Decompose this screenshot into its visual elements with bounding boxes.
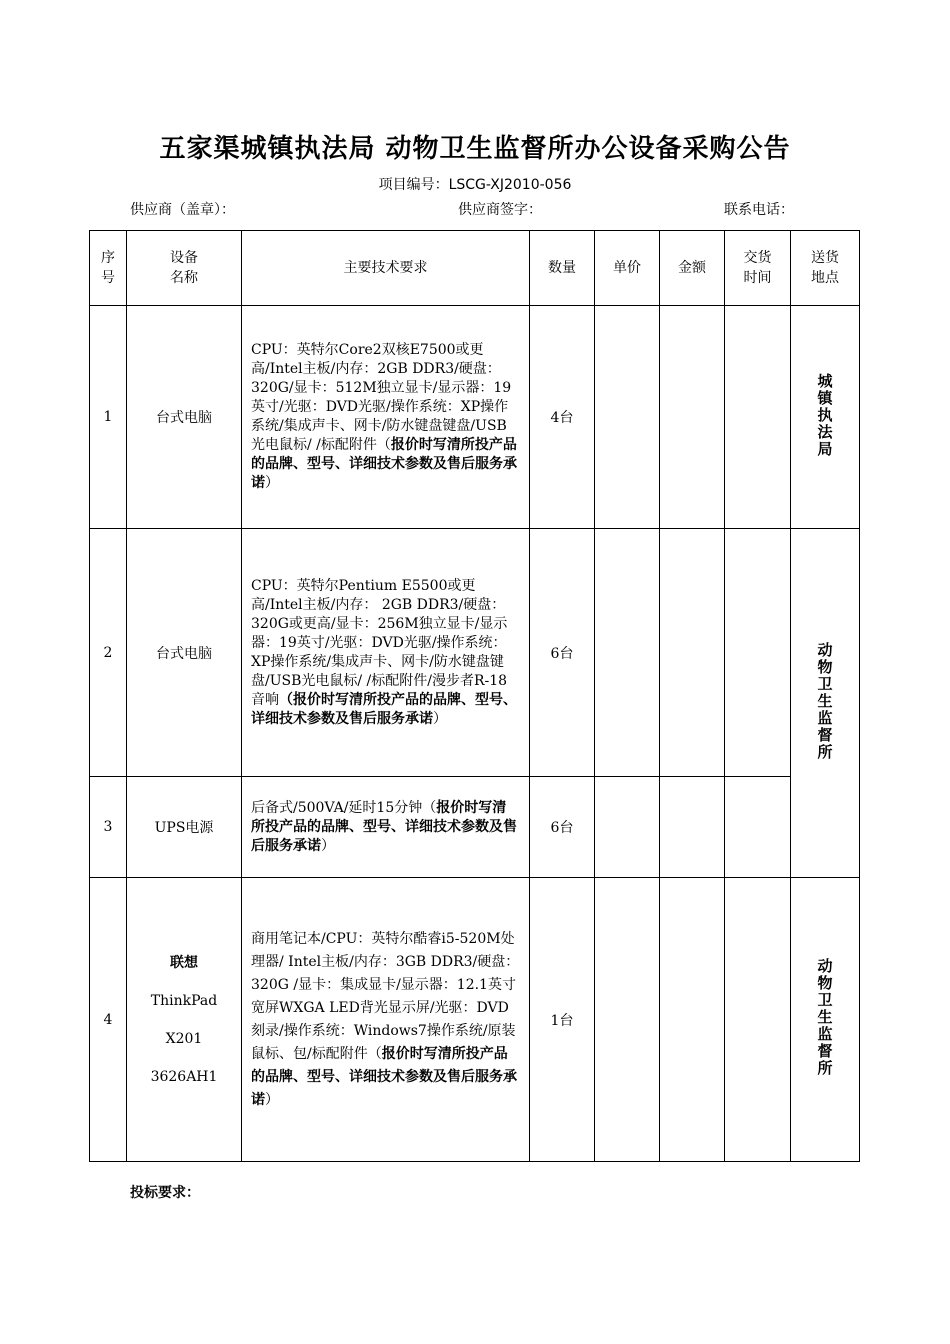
row-no: 1 <box>90 306 127 529</box>
supplier-seal-label: 供应商（盖章）： <box>130 202 235 218</box>
row-unit-price <box>595 529 660 777</box>
header-tech-requirements: 主要技术要求 <box>242 231 530 306</box>
row-no: 2 <box>90 529 127 777</box>
row-tech-requirements: 后备式/500VA/延时15分钟（报价时写清所投产品的品牌、型号、详细技术参数及售后服务承诺） <box>242 777 530 878</box>
row-quantity: 6台 <box>530 777 595 878</box>
header-equipment-name: 设备 名称 <box>127 231 242 306</box>
row-equipment-name: 台式电脑 <box>127 529 242 777</box>
table-row <box>90 777 860 878</box>
project-number: 项目编号：LSCG-XJ2010-056 <box>378 177 572 193</box>
row-unit-price <box>595 878 660 1162</box>
row-equipment-name: 台式电脑 <box>127 306 242 529</box>
table-row <box>90 878 860 1162</box>
row-no: 4 <box>90 878 127 1162</box>
row-tech-requirements: 商用笔记本/CPU：英特尔酷睿i5-520M处理器/ Intel主板/内存：3GB DDR3/硬盘：320G /显卡：集成显卡/显示器：12.1英寸宽屏WXGA LED背光显示屏/光驱：DVD刻录/操作系统：Windows7操作系统/原装鼠标、包/标配附件（报价时写清所投产品的品牌、型号、详细技术参数及售后服务承诺） <box>242 878 530 1162</box>
row-delivery-place: 城镇执法局 <box>791 306 860 529</box>
supplier-signature-label: 供应商签字： <box>458 202 542 218</box>
row-delivery-time <box>725 777 791 878</box>
header-no: 序 号 <box>90 231 127 306</box>
row-amount <box>660 777 725 878</box>
row-delivery-time <box>725 306 791 529</box>
row-amount <box>660 878 725 1162</box>
row-tech-requirements: CPU：英特尔Pentium E5500或更高/Intel主板/内存： 2GB DDR3/硬盘：320G或更高/显卡：256M独立显卡/显示器：19英寸/光驱：DVD光驱/操作系统：XP操作系统/集成声卡、网卡/防水键盘键盘/USB光电鼠标/ /标配附件/漫步者R-18音响（报价时写清所投产品的品牌、型号、详细技术参数及售后服务承诺） <box>242 529 530 777</box>
row-no: 3 <box>90 777 127 878</box>
row-amount <box>660 306 725 529</box>
row-quantity: 4台 <box>530 306 595 529</box>
page-title: 五家渠城镇执法局 动物卫生监督所办公设备采购公告 <box>159 134 791 164</box>
row-unit-price <box>595 306 660 529</box>
row-unit-price <box>595 777 660 878</box>
row-delivery-place: 动物卫生监督所 <box>791 878 860 1162</box>
row-quantity: 1台 <box>530 878 595 1162</box>
row-equipment-name: 联想 ThinkPad X201 3626AH1 <box>127 878 242 1162</box>
table-header-row <box>90 231 860 306</box>
row-equipment-name: UPS电源 <box>127 777 242 878</box>
row-amount <box>660 529 725 777</box>
contact-phone-label: 联系电话： <box>724 202 794 218</box>
header-delivery-place: 送货 地点 <box>791 231 860 306</box>
header-amount: 金额 <box>660 231 725 306</box>
row-quantity: 6台 <box>530 529 595 777</box>
row-delivery-time <box>725 878 791 1162</box>
procurement-table <box>89 230 860 1162</box>
row-tech-requirements: CPU：英特尔Core2双核E7500或更高/Intel主板/内存：2GB DDR3/硬盘：320G/显卡：512M独立显卡/显示器：19英寸/光驱：DVD光驱/操作系统：XP操作系统/集成声卡、网卡/防水键盘键盘/USB光电鼠标/ /标配附件（报价时写清所投产品的品牌、型号、详细技术参数及售后服务承诺） <box>242 306 530 529</box>
header-unit-price: 单价 <box>595 231 660 306</box>
header-quantity: 数量 <box>530 231 595 306</box>
row-delivery-place: 动物卫生监督所 <box>791 529 860 878</box>
table-row <box>90 529 860 777</box>
bid-requirements-label: 投标要求： <box>130 1185 200 1201</box>
table-row <box>90 306 860 529</box>
row-delivery-time <box>725 529 791 777</box>
header-delivery-time: 交货 时间 <box>725 231 791 306</box>
